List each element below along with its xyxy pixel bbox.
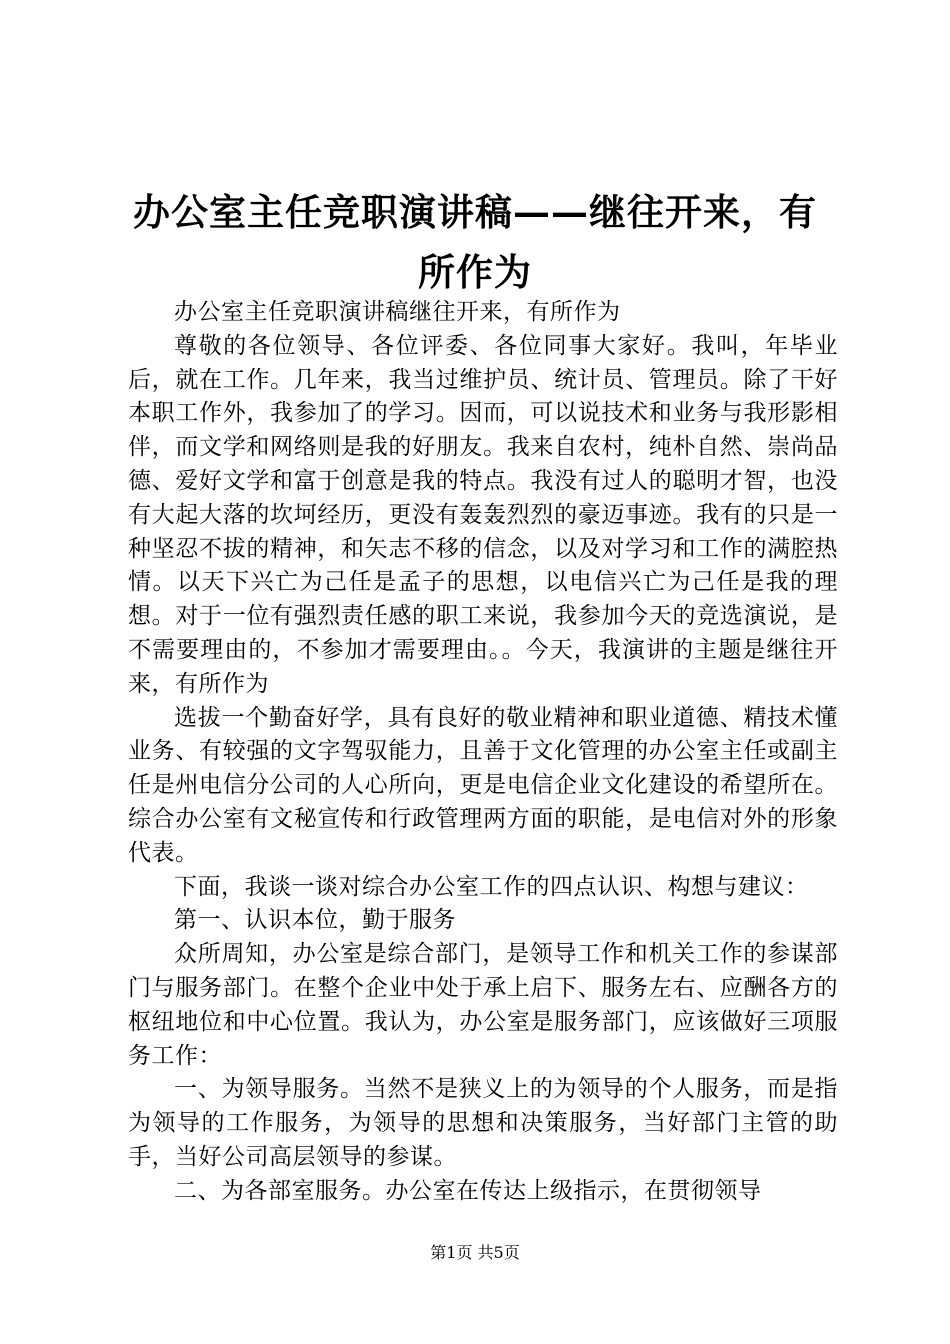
document-body xyxy=(128,296,838,1209)
section-heading-first: 第一、认识本位，勤于服务 xyxy=(174,907,456,934)
page-footer: 第1页 共5页 xyxy=(430,1243,520,1262)
paragraph-subtitle: 办公室主任竞职演讲稿继往开来，有所作为 xyxy=(174,299,621,325)
paragraph-transition: 下面，我谈一谈对综合办公室工作的四点认识、构想与建议： xyxy=(174,873,809,900)
paragraph-selection: 选拔一个勤奋好学，具有良好的敬业精神和职业道德、精技术懂业务、有较强的文字驾驭能力，且善于文化管理的办公室主任或副主任是州电信分公司的人心所向，更是电信企业文化建设的希望所在。综合办公室有文秘宣传和行政管理两方面的职能，是电信对外的形象代表。 xyxy=(128,704,838,866)
document-title: 办公室主任竞职演讲稿——继往开来，有所作为 xyxy=(133,190,817,294)
list-item-serve-departments: 二、为各部室服务。办公室在传达上级指示，在贯彻领导 xyxy=(174,1177,762,1204)
paragraph-office-role: 众所周知，办公室是综合部门，是领导工作和机关工作的参谋部门与服务部门。在整个企业中处于承上启下、服务左右、应酬各方的枢纽地位和中心位置。我认为，办公室是服务部门，应该做好三项服务工作： xyxy=(128,941,838,1069)
list-item-serve-leaders: 一、为领导服务。当然不是狭义上的为领导的个人服务，而是指为领导的工作服务，为领导的思想和决策服务，当好部门主管的助手，当好公司高层领导的参谋。 xyxy=(128,1076,838,1170)
paragraph-introduction: 尊敬的各位领导、各位评委、各位同事大家好。我叫，年毕业后，就在工作。几年来，我当过维护员、统计员、管理员。除了干好本职工作外，我参加了的学习。因而，可以说技术和业务与我形影相伴，而文学和网络则是我的好朋友。我来自农村，纯朴自然、崇尚品德、爱好文学和富于创意是我的特点。我没有过人的聪明才智，也没有大起大落的坎坷经历，更没有轰轰烈烈的豪迈事迹。我有的只是一种坚忍不拔的精神，和矢志不移的信念，以及对学习和工作的满腔热情。以天下兴亡为己任是孟子的思想，以电信兴亡为己任是我的理想。对于一位有强烈责任感的职工来说，我参加今天的竞选演说，是不需要理由的，不参加才需要理由。。今天，我演讲的主题是继往开来，有所作为 xyxy=(128,332,838,697)
